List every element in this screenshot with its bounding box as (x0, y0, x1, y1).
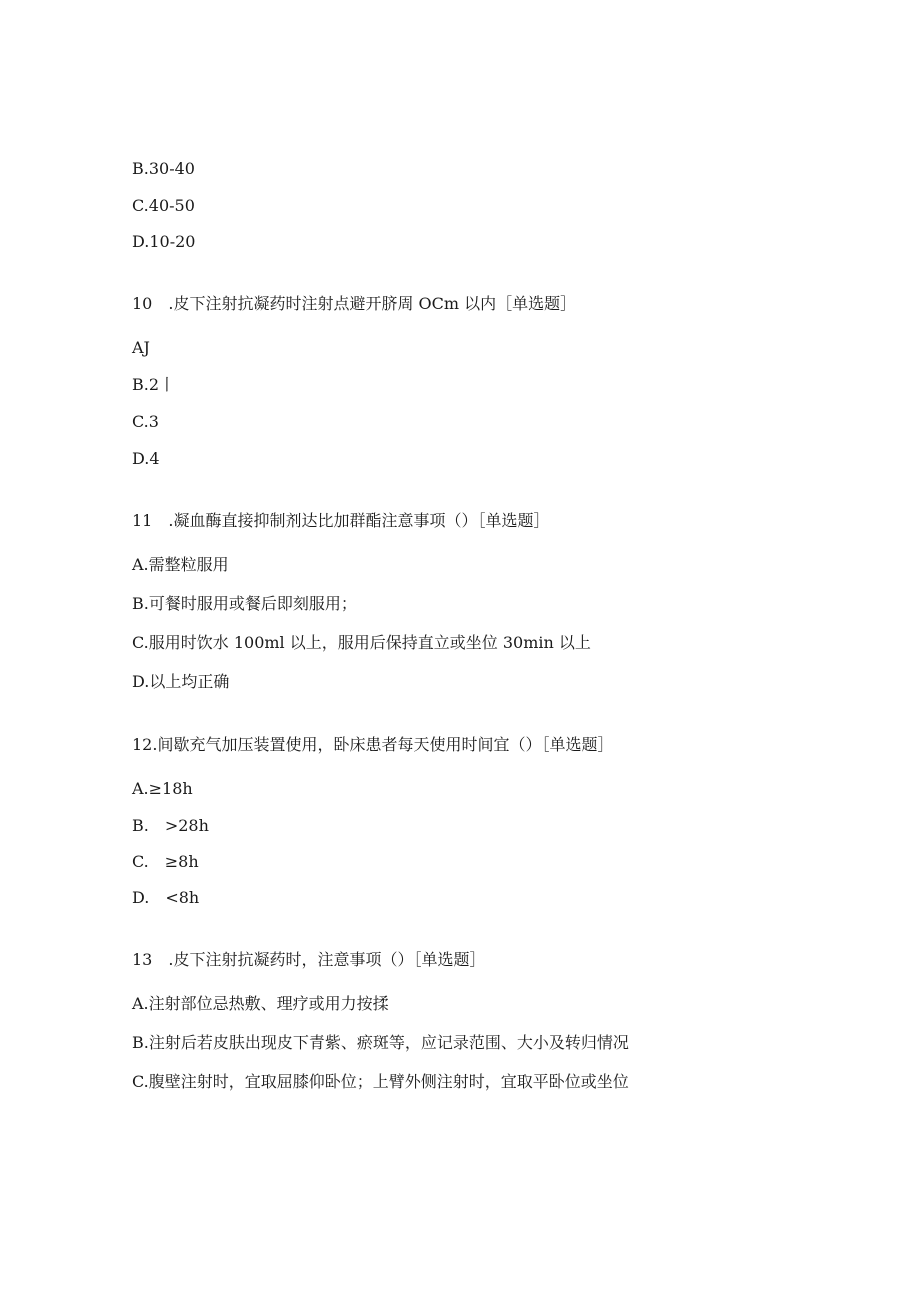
question-12: 12.间歇充气加压装置使用，卧床患者每天使用时间宜（）［单选题］ (132, 735, 614, 754)
question-10: 10 .皮下注射抗凝药时注射点避开脐周 OCm 以内［单选题］ (132, 294, 577, 313)
option-q9-b: B.30-40 (132, 159, 195, 178)
option-q9-d: D.10-20 (132, 232, 196, 251)
option-q12-c: C. ≥8h (132, 852, 199, 871)
question-13: 13 .皮下注射抗凝药时，注意事项（）［单选题］ (132, 950, 486, 969)
option-q10-a: AJ (132, 338, 150, 357)
option-q13-a: A.注射部位忌热敷、理疗或用力按揉 (132, 994, 389, 1013)
question-11: 11 .凝血酶直接抑制剂达比加群酯注意事项（）［单选题］ (132, 511, 550, 530)
option-q9-c: C.40-50 (132, 196, 195, 215)
option-q11-a: A.需整粒服用 (132, 555, 229, 574)
option-q10-b: B.2丨 (132, 375, 176, 394)
option-q12-d: D. <8h (132, 888, 200, 907)
option-q13-b: B.注射后若皮肤出现皮下青紫、瘀斑等，应记录范围、大小及转归情况 (132, 1033, 629, 1052)
option-q12-a: A.≥18h (132, 779, 193, 798)
option-q10-d: D.4 (132, 449, 160, 468)
option-q13-c: C.腹壁注射时，宜取屈膝仰卧位；上臂外侧注射时，宜取平卧位或坐位 (132, 1072, 629, 1091)
option-q11-d: D.以上均正确 (132, 672, 230, 691)
option-q11-c: C.服用时饮水 100ml 以上，服用后保持直立或坐位 30min 以上 (132, 633, 591, 652)
option-q11-b: B.可餐时服用或餐后即刻服用； (132, 594, 357, 613)
option-q12-b: B. >28h (132, 816, 209, 835)
option-q10-c: C.3 (132, 412, 159, 431)
